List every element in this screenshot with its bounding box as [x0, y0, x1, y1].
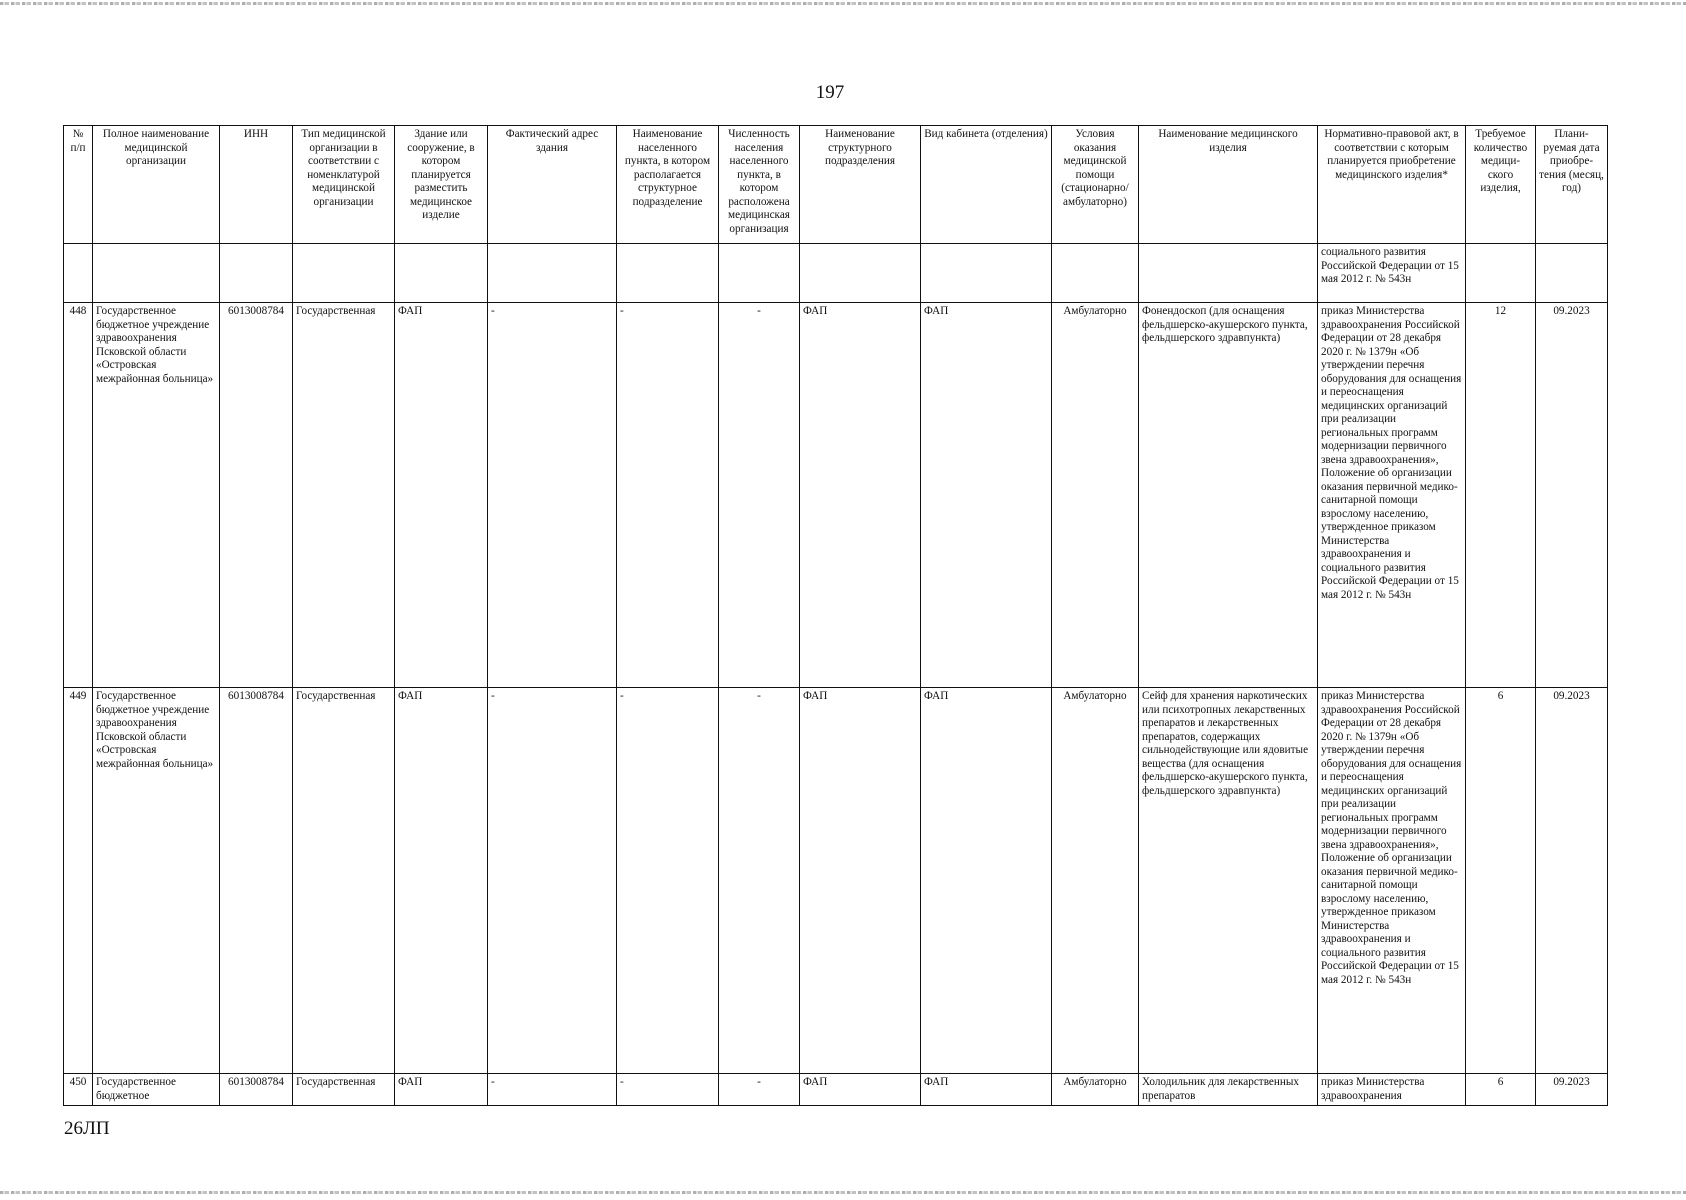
cell-unit: ФАП	[800, 1074, 921, 1106]
table-cell	[1536, 244, 1608, 303]
cell-normative-act: приказ Министерства здравоохранения Российской Федерации от 28 декабря 2020 г. № 1379н «Об утверждении перечня оборудования для оснащения и переоснащения медицинских организаций при реализации региональных программ модернизации первичного звена здравоохранения», Положение об организации оказания первичной медико-санитарной помощи взрослому населению, утвержденное приказом Министерства здравоохранения и социального развития Российской Федерации от 15 мая 2012 г. № 543н	[1318, 688, 1466, 1074]
cell-inn: 6013008784	[220, 688, 293, 1074]
cell-locality: -	[617, 688, 719, 1074]
cell-cabinet: ФАП	[921, 1074, 1052, 1106]
cell-conditions: Амбулаторно	[1052, 303, 1139, 688]
cell-cabinet: ФАП	[921, 688, 1052, 1074]
header-conditions: Условия оказания медицинской помощи (стационарно/ амбулаторно)	[1052, 126, 1139, 244]
header-population: Численность населения населенного пункта, в котором расположена медицинская организация	[719, 126, 800, 244]
table-cell	[1466, 244, 1536, 303]
cell-num: 448	[64, 303, 93, 688]
cell-quantity: 12	[1466, 303, 1536, 688]
cell-conditions: Амбулаторно	[1052, 688, 1139, 1074]
cell-building: ФАП	[395, 303, 488, 688]
cell-quantity: 6	[1466, 1074, 1536, 1106]
table-cell	[488, 244, 617, 303]
cell-device: Холодильник для лекарственных препаратов	[1139, 1074, 1318, 1106]
header-inn: ИНН	[220, 126, 293, 244]
cell-org: Государственное бюджетное учреждение здравоохранения Псковской области «Островская межрайонная больница»	[93, 688, 220, 1074]
cell-building: ФАП	[395, 688, 488, 1074]
table-cell	[395, 244, 488, 303]
header-address: Фактический адрес здания	[488, 126, 617, 244]
cell-type: Государственная	[293, 303, 395, 688]
cell-org: Государственное бюджетное учреждение здравоохранения Псковской области «Островская межрайонная больница»	[93, 303, 220, 688]
equipment-table	[63, 125, 1608, 1106]
cell-population: -	[719, 1074, 800, 1106]
table-cell	[719, 244, 800, 303]
table-cell	[921, 244, 1052, 303]
header-row	[64, 126, 1608, 244]
page-number: 197	[815, 82, 845, 103]
table-row	[64, 688, 1608, 1074]
table-cell	[617, 244, 719, 303]
cell-building: ФАП	[395, 1074, 488, 1106]
table-row	[64, 1074, 1608, 1106]
cell-date: 09.2023	[1536, 303, 1608, 688]
cell-conditions: Амбулаторно	[1052, 1074, 1139, 1106]
cell-type: Государственная	[293, 1074, 395, 1106]
table-cell	[800, 244, 921, 303]
cell-device: Фонендоскоп (для оснащения фельдшерско-акушерского пункта, фельдшерского здравпункта)	[1139, 303, 1318, 688]
cell-inn: 6013008784	[220, 303, 293, 688]
scan-edge-bottom	[0, 1191, 1686, 1194]
table-row	[64, 303, 1608, 688]
header-unit: Наименование структурного подразделения	[800, 126, 921, 244]
cell-inn: 6013008784	[220, 1074, 293, 1106]
cell-quantity: 6	[1466, 688, 1536, 1074]
header-building: Здание или сооружение, в котором планируется разместить медицинское изделие	[395, 126, 488, 244]
cell-date: 09.2023	[1536, 688, 1608, 1074]
cell-population: -	[719, 688, 800, 1074]
cell-normative-act: социального развития Российской Федерации от 15 мая 2012 г. № 543н	[1318, 244, 1466, 303]
table-cell	[293, 244, 395, 303]
header-locality: Наименование населенного пункта, в котором располагается структурное подразделение	[617, 126, 719, 244]
header-quantity: Требуемое количество медици-ского изделия,	[1466, 126, 1536, 244]
cell-population: -	[719, 303, 800, 688]
header-normative-act: Нормативно-правовой акт, в соответствии с которым планируется приобретение медицинского изделия*	[1318, 126, 1466, 244]
header-date: Плани-руемая дата приобре-тения (месяц, год)	[1536, 126, 1608, 244]
table-row-continuation	[64, 244, 1608, 303]
table-cell	[1052, 244, 1139, 303]
header-device: Наименование медицинского изделия	[1139, 126, 1318, 244]
cell-num: 449	[64, 688, 93, 1074]
cell-normative-act: приказ Министерства здравоохранения Российской Федерации от 28 декабря 2020 г. № 1379н «Об утверждении перечня оборудования для оснащения и переоснащения медицинских организаций при реализации региональных программ модернизации первичного звена здравоохранения», Положение об организации оказания первичной медико-санитарной помощи взрослому населению, утвержденное приказом Министерства здравоохранения и социального развития Российской Федерации от 15 мая 2012 г. № 543н	[1318, 303, 1466, 688]
cell-num: 450	[64, 1074, 93, 1106]
cell-locality: -	[617, 303, 719, 688]
scan-edge-top	[0, 2, 1686, 5]
cell-address: -	[488, 303, 617, 688]
cell-date: 09.2023	[1536, 1074, 1608, 1106]
cell-address: -	[488, 1074, 617, 1106]
cell-org: Государственное бюджетное	[93, 1074, 220, 1106]
table-cell	[93, 244, 220, 303]
header-org: Полное наименование медицинской организации	[93, 126, 220, 244]
table-cell	[1139, 244, 1318, 303]
header-type: Тип медицинской организации в соответствии с номенклатурой медицинской организации	[293, 126, 395, 244]
cell-locality: -	[617, 1074, 719, 1106]
header-num: № п/п	[64, 126, 93, 244]
cell-cabinet: ФАП	[921, 303, 1052, 688]
cell-address: -	[488, 688, 617, 1074]
cell-device: Сейф для хранения наркотических или психотропных лекарственных препаратов и лекарственных препаратов, содержащих сильнодействующие или ядовитые вещества (для оснащения фельдшерско-акушерского пункта, фельдшерского здравпункта)	[1139, 688, 1318, 1074]
cell-type: Государственная	[293, 688, 395, 1074]
footer-code: 26ЛП	[64, 1118, 110, 1139]
table-cell	[64, 244, 93, 303]
cell-unit: ФАП	[800, 688, 921, 1074]
cell-normative-act: приказ Министерства здравоохранения	[1318, 1074, 1466, 1106]
table-cell	[220, 244, 293, 303]
header-cabinet: Вид кабинета (отделения)	[921, 126, 1052, 244]
cell-unit: ФАП	[800, 303, 921, 688]
